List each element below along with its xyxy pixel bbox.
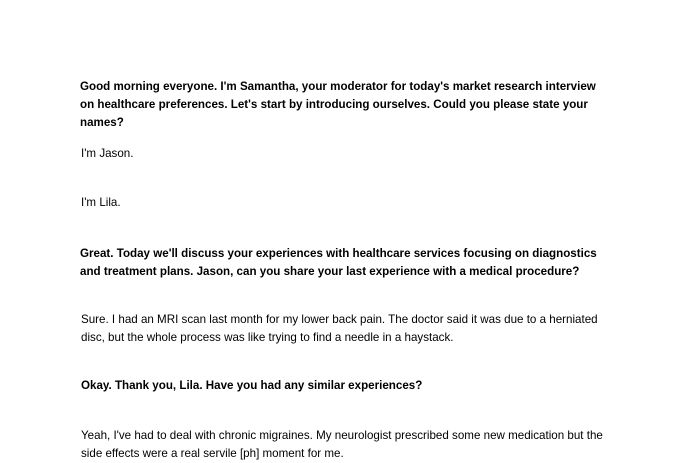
lila-intro-paragraph: I'm Lila. — [81, 196, 121, 209]
jason-answer-paragraph: Sure. I had an MRI scan last month for my lower back pain. The doctor said it was due to a herniated disc, but the whole process was like trying to find a needle in a haystack. — [81, 313, 598, 344]
moderator-intro-paragraph: Good morning everyone. I'm Samantha, your moderator for today's market research interview on healthcare preferences. Let's start by introducing ourselves. Could you please state your names? — [80, 80, 596, 129]
lila-answer-paragraph: Yeah, I've had to deal with chronic migraines. My neurologist prescribed some new medication but the side effects were a real servile [ph] moment for me. — [81, 429, 603, 460]
moderator-question-2-paragraph: Okay. Thank you, Lila. Have you had any similar experiences? — [81, 379, 423, 392]
moderator-question-1-paragraph: Great. Today we'll discuss your experiences with healthcare services focusing on diagnostics and treatment plans. Jason, can you share your last experience with a medical procedure? — [80, 247, 597, 278]
jason-intro-paragraph: I'm Jason. — [81, 147, 134, 160]
